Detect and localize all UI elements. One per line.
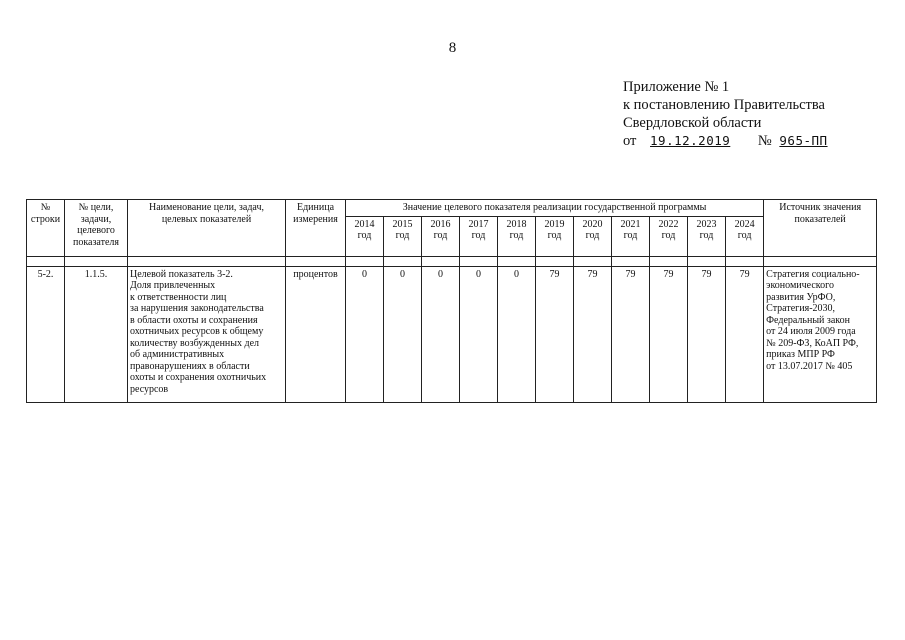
cell-indicator-name: Целевой показатель 3-2. Доля привлеченных к ответственности лиц за нарушения законодательства в области охоты и сохранения охотничьих ресурсов к общему количеству возбужденных дел об административных правонарушениях в области охоты и сохранения охотничьих ресурсов — [128, 266, 286, 402]
cell-value: 0 — [498, 266, 536, 402]
cell-value: 79 — [536, 266, 574, 402]
header-name: Наименование цели, задач, целевых показателей — [128, 200, 286, 257]
header-year: 2016 год — [422, 216, 460, 256]
header-row-num: № строки — [27, 200, 65, 257]
cell-unit: процентов — [286, 266, 346, 402]
header-separator-row — [27, 256, 877, 266]
header-year: 2019 год — [536, 216, 574, 256]
cell-value: 79 — [612, 266, 650, 402]
cell-value: 79 — [726, 266, 764, 402]
cell-value: 79 — [688, 266, 726, 402]
cell-value: 0 — [346, 266, 384, 402]
cell-value: 79 — [650, 266, 688, 402]
appendix-header — [623, 78, 850, 150]
header-year: 2017 год — [460, 216, 498, 256]
date-prefix: от — [623, 133, 637, 149]
header-year: 2018 год — [498, 216, 536, 256]
table-row — [27, 266, 877, 402]
appendix-region: Свердловской области — [623, 115, 762, 131]
header-year: 2023 год — [688, 216, 726, 256]
appendix-decree: к постановлению Правительства — [623, 97, 825, 113]
page-number: 8 — [448, 40, 457, 56]
appendix-title: Приложение № 1 — [623, 79, 730, 95]
cell-row-num: 5-2. — [27, 266, 65, 402]
cell-value: 79 — [574, 266, 612, 402]
header-values-group: Значение целевого показателя реализации государственной программы — [346, 200, 764, 217]
cell-goal-num: 1.1.5. — [65, 266, 128, 402]
number-prefix: № — [757, 133, 772, 149]
appendix-date-line — [623, 132, 850, 150]
cell-value: 0 — [460, 266, 498, 402]
cell-value: 0 — [422, 266, 460, 402]
header-goal-num: № цели, задачи, целевого показателя — [65, 200, 128, 257]
header-year: 2020 год — [574, 216, 612, 256]
header-source: Источник значения показателей — [764, 200, 877, 257]
cell-value: 0 — [384, 266, 422, 402]
indicators-table — [26, 199, 877, 403]
cell-source: Стратегия социально- экономического развития УрФО, Стратегия-2030, Федеральный закон от 24 июля 2009 года № 209-ФЗ, КоАП РФ, приказ МПР РФ от 13.07.2017 № 405 — [764, 266, 877, 402]
header-year: 2021 год — [612, 216, 650, 256]
header-year: 2015 год — [384, 216, 422, 256]
decree-date: 19.12.2019 — [650, 133, 731, 148]
header-unit: Единица измерения — [286, 200, 346, 257]
header-year: 2024 год — [726, 216, 764, 256]
header-year: 2022 год — [650, 216, 688, 256]
header-year: 2014 год — [346, 216, 384, 256]
decree-number: 965-ПП — [779, 133, 828, 148]
